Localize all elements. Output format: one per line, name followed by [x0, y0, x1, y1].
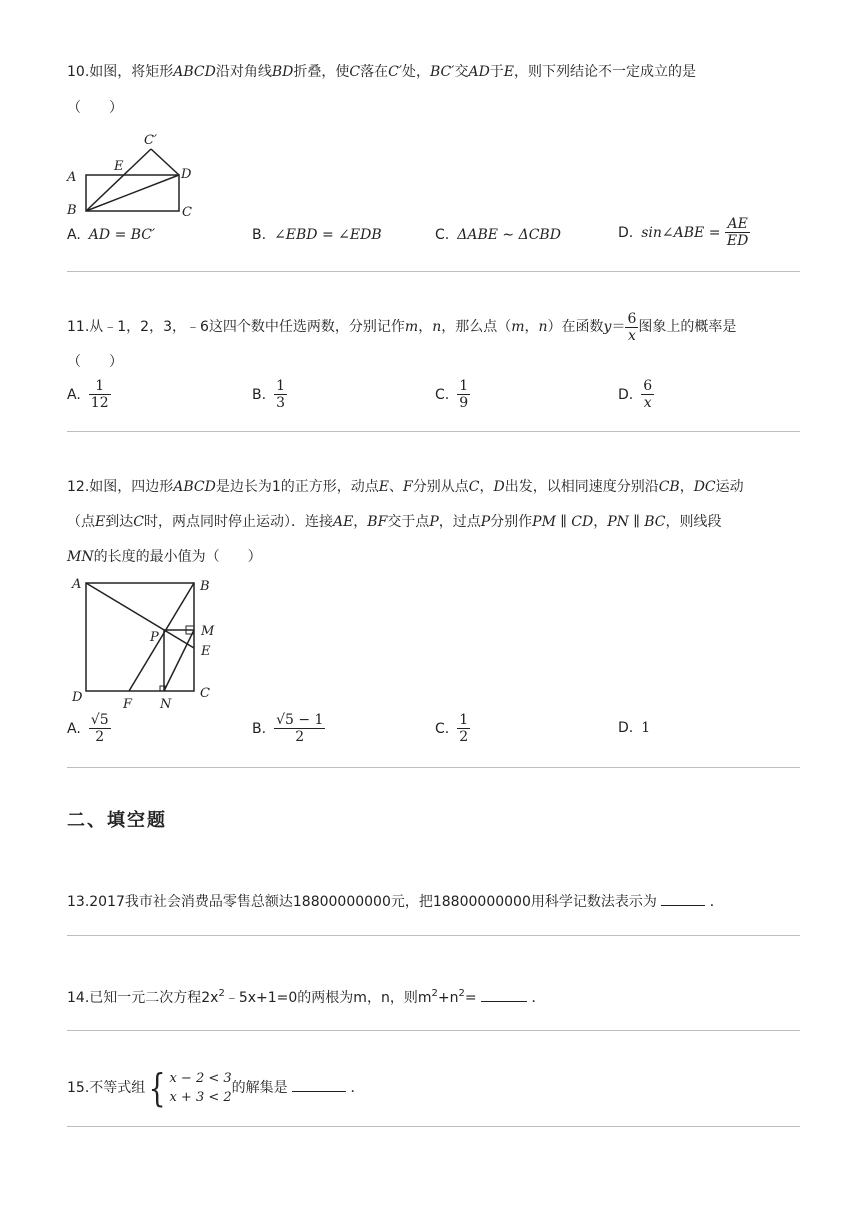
- q10-option-c[interactable]: [435, 227, 561, 243]
- divider: [67, 935, 800, 936]
- option-fraction: [89, 378, 111, 411]
- option-label: D.: [618, 386, 634, 403]
- fraction-denominator: x: [643, 395, 652, 411]
- q11-option-d[interactable]: [618, 378, 654, 411]
- q12-text: 交于点: [387, 514, 430, 530]
- q13-stem: [67, 891, 724, 912]
- option-fraction: [641, 378, 654, 411]
- q12-stem-line1: [67, 477, 744, 497]
- q15-text: ．: [346, 1080, 365, 1096]
- q13-answer-blank[interactable]: [661, 891, 705, 906]
- q10-option-d[interactable]: [618, 216, 750, 249]
- q10-text: 于: [489, 64, 504, 80]
- q10-line-cprime-d: [151, 149, 179, 175]
- q12-math: P: [480, 514, 491, 530]
- q12-text: 运动: [715, 479, 744, 495]
- q10-label-d: D: [181, 167, 192, 182]
- q12-math: P: [429, 514, 439, 530]
- q12-label-m: M: [201, 624, 215, 639]
- q15-inequality-row: x + 3 < 2: [169, 1090, 232, 1105]
- option-label: B.: [252, 720, 267, 737]
- q10-label-cprime: C′: [144, 133, 157, 148]
- option-math: sin∠ABE =: [641, 224, 721, 241]
- fraction-numerator: 1: [89, 378, 111, 395]
- option-label: C.: [435, 386, 450, 403]
- q11-math: n: [538, 319, 548, 335]
- q14-text: +n: [437, 990, 459, 1006]
- q11-function-fraction: [625, 311, 638, 344]
- q10-math: E: [503, 64, 515, 80]
- q12-math: F: [403, 479, 413, 495]
- q11-text: ＝: [611, 319, 626, 335]
- q10-text: 交: [454, 64, 469, 80]
- q12-label-f: F: [123, 697, 133, 712]
- q11-math: m: [511, 319, 525, 335]
- q14-text: ﹣5x+1=0的两根为m，n，则m: [224, 990, 432, 1006]
- fraction-denominator: x: [627, 327, 636, 344]
- divider: [67, 1126, 800, 1127]
- fraction-numerator: AE: [725, 216, 750, 233]
- q10-text: 落在: [360, 64, 389, 80]
- q10-text: 沿对角线: [215, 64, 272, 80]
- q10-text: 10.如图，将矩形: [67, 64, 174, 80]
- q12-text: ，则线段: [665, 514, 722, 530]
- fraction-numerator: 1: [459, 378, 469, 394]
- q10-math: C′: [388, 64, 402, 80]
- q10-label-a: A: [67, 170, 77, 185]
- q12-math: ABCD: [173, 479, 216, 495]
- q10-answer-paren: （ ）: [67, 100, 123, 116]
- q12-option-d[interactable]: [618, 720, 650, 736]
- q12-text: 、: [389, 479, 404, 495]
- q12-math: PN ∥ BC: [607, 514, 666, 530]
- q13-text: 13.2017我市社会消费品零售总额达18800000000元，把18800000000用科学记数法表示为: [67, 894, 662, 910]
- q14-text: ．: [527, 990, 546, 1006]
- q12-text: 是边长为1的正方形，动点: [215, 479, 379, 495]
- q15-inequality-row: x − 2 < 3: [169, 1071, 232, 1086]
- option-label: D.: [618, 224, 634, 241]
- q10-text: ，则下列结论不一定成立的是: [514, 64, 697, 80]
- option-fraction: [274, 712, 325, 745]
- option-math: ΔABE ∼ ΔCBD: [457, 227, 561, 243]
- q15-inequality-system: [169, 1069, 231, 1107]
- option-fraction: [457, 712, 470, 745]
- option-label: D.: [618, 720, 634, 736]
- q14-text: 14.已知一元二次方程2x: [67, 990, 219, 1006]
- fraction-denominator: 2: [459, 729, 469, 745]
- q10-label-e: E: [114, 159, 124, 174]
- q14-superscript: 2: [458, 988, 465, 999]
- q10-option-a[interactable]: [67, 227, 155, 243]
- q10-label-c: C: [182, 205, 192, 220]
- fraction-denominator: 12: [90, 395, 109, 411]
- q15-stem: [67, 1066, 365, 1110]
- q10-math: BD: [271, 64, 294, 80]
- q14-stem: [67, 987, 545, 1008]
- divider: [67, 767, 800, 768]
- q15-brace: {: [148, 1066, 166, 1110]
- option-label: A.: [67, 386, 81, 403]
- q12-math: MN: [67, 549, 94, 565]
- q14-superscript: 2: [431, 988, 438, 999]
- q11-math: n: [432, 319, 442, 335]
- option-label: B.: [252, 386, 267, 403]
- q12-stem-line3: [67, 547, 262, 567]
- q12-text: ，: [593, 514, 608, 530]
- option-label: A.: [67, 227, 81, 243]
- fraction-numerator: √5: [90, 712, 109, 728]
- section-heading: 二、填空题: [67, 810, 167, 831]
- q11-text: 图象上的概率是: [638, 319, 737, 335]
- q12-label-n: N: [160, 697, 172, 712]
- q12-math: D: [493, 479, 505, 495]
- q12-stem-line2: [67, 512, 722, 532]
- option-fraction: [89, 712, 111, 745]
- q10-stem: [67, 62, 696, 82]
- q11-text: ，: [418, 319, 433, 335]
- q10-text: 折叠，使: [293, 64, 350, 80]
- q12-label-b: B: [200, 579, 210, 594]
- fraction-denominator: 2: [95, 729, 105, 745]
- option-fraction: [274, 378, 287, 411]
- q11-text: ，: [524, 319, 539, 335]
- q12-line-ae: [86, 583, 194, 648]
- q11-text: 11.从﹣1，2，3，﹣6这四个数中任选两数，分别记作: [67, 319, 405, 335]
- q15-text: 15.不等式组: [67, 1080, 146, 1096]
- q10-figure: [64, 130, 204, 222]
- option-label: B.: [252, 227, 267, 243]
- q10-option-d-fraction: [725, 216, 750, 249]
- option-label: A.: [67, 720, 81, 737]
- fraction-numerator: 6: [627, 310, 637, 327]
- option-fraction: [457, 378, 470, 411]
- q15-text: 的解集是: [231, 1080, 293, 1096]
- q12-label-c: C: [200, 686, 210, 701]
- q11-option-a[interactable]: [67, 378, 111, 411]
- q15-answer-blank[interactable]: [292, 1077, 346, 1092]
- option-math: ∠EBD = ∠EDB: [274, 227, 382, 243]
- q12-math: E: [95, 514, 106, 530]
- divider: [67, 1030, 800, 1031]
- q12-text: ，过点: [438, 514, 481, 530]
- fraction-denominator: 9: [459, 395, 469, 411]
- q12-text: 出发，以相同速度分别沿: [504, 479, 659, 495]
- fraction-numerator: 6: [643, 378, 653, 394]
- q12-label-p: P: [150, 630, 159, 645]
- q14-superscript: 2: [218, 988, 225, 999]
- q12-text: 的长度的最小值为（ ）: [93, 549, 262, 565]
- fraction-denominator: 3: [276, 395, 285, 411]
- fraction-numerator: 1: [276, 378, 285, 394]
- q10-math: C: [349, 64, 361, 80]
- q12-option-a[interactable]: [67, 712, 111, 745]
- q10-option-b[interactable]: [252, 227, 382, 243]
- q12-math: DC: [693, 479, 716, 495]
- fraction-numerator: 1: [459, 712, 469, 728]
- q12-option-c[interactable]: [435, 712, 470, 745]
- q12-text: 分别从点: [412, 479, 469, 495]
- q12-text: 分别作: [490, 514, 533, 530]
- q12-text: 12.如图，四边形: [67, 479, 174, 495]
- q12-text: 到达: [105, 514, 134, 530]
- q12-option-b[interactable]: [252, 712, 325, 745]
- q12-label-a: A: [72, 577, 82, 592]
- q12-math: PM ∥ CD: [532, 514, 594, 530]
- q11-math: y: [603, 319, 612, 335]
- q11-option-c[interactable]: [435, 378, 470, 411]
- option-label: C.: [435, 227, 450, 243]
- q11-answer-paren: （ ）: [67, 354, 123, 370]
- option-math: AD = BC′: [88, 227, 156, 243]
- q12-text: （点: [67, 514, 95, 530]
- q12-label-e: E: [201, 644, 211, 659]
- q12-text: 时，两点同时停止运动）．连接: [143, 514, 333, 530]
- q10-text: 处，: [402, 64, 430, 80]
- q10-math: BC′: [430, 64, 455, 80]
- q12-text: ，: [679, 479, 694, 495]
- q10-diagonal-bd: [86, 175, 179, 211]
- q12-math: CB: [658, 479, 680, 495]
- divider: [67, 271, 800, 272]
- q12-text: ，: [353, 514, 368, 530]
- fraction-denominator: ED: [726, 233, 749, 249]
- fraction-denominator: 2: [295, 729, 305, 745]
- q12-label-d: D: [72, 690, 83, 705]
- q12-math: C: [133, 514, 144, 530]
- q11-stem: [67, 308, 736, 346]
- q13-text: ．: [705, 894, 724, 910]
- q11-text: ）在函数: [547, 319, 604, 335]
- fraction-numerator: √5 − 1: [276, 712, 324, 728]
- q12-math: BF: [367, 514, 388, 530]
- option-math: 1: [641, 720, 651, 736]
- q12-math: E: [378, 479, 390, 495]
- q11-text: ，那么点（: [441, 319, 512, 335]
- q14-answer-blank[interactable]: [481, 987, 527, 1002]
- q12-line-bf: [129, 583, 194, 691]
- q11-option-b[interactable]: [252, 378, 287, 411]
- q12-figure: [64, 572, 224, 712]
- q10-math: AD: [468, 64, 490, 80]
- option-label: C.: [435, 720, 450, 737]
- q10-label-b: B: [67, 203, 77, 218]
- q12-math: AE: [332, 514, 354, 530]
- q14-text: =: [464, 990, 482, 1006]
- divider: [67, 431, 800, 432]
- q12-math: C: [468, 479, 480, 495]
- q11-math: m: [404, 319, 419, 335]
- q12-text: ，: [479, 479, 494, 495]
- q10-math: ABCD: [173, 64, 216, 80]
- q12-square: [86, 583, 194, 691]
